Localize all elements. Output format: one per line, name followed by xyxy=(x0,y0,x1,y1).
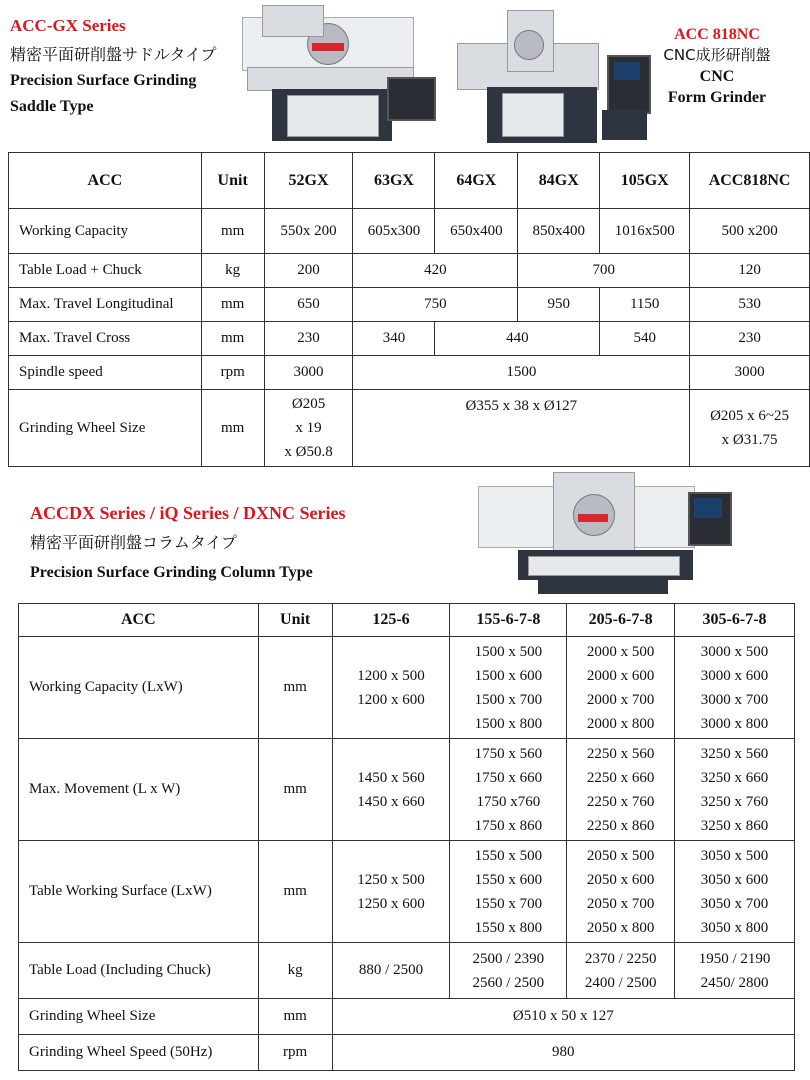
value-line: 1500 x 800 xyxy=(474,715,543,732)
table-row xyxy=(9,390,810,467)
value-line: x 19 xyxy=(295,420,322,436)
value-line: 1750 x 860 xyxy=(474,817,543,834)
value-cell xyxy=(567,943,675,999)
table-row xyxy=(19,841,795,943)
nc-title: ACC 818NC xyxy=(674,26,760,43)
value-line: 3050 x 700 xyxy=(700,895,769,912)
value-line: 2050 x 600 xyxy=(586,871,655,888)
value-cell: 980 xyxy=(332,1035,794,1071)
value-cell: 340 xyxy=(353,322,435,356)
table-header-row xyxy=(19,604,795,637)
row-label: Grinding Wheel Speed (50Hz) xyxy=(19,1035,259,1071)
value-line: 3250 x 660 xyxy=(700,769,769,786)
value-cell: 1150 xyxy=(600,288,690,322)
unit-cell: mm xyxy=(201,288,264,322)
value-line: 3250 x 860 xyxy=(700,817,769,834)
row-label: Max. Travel Cross xyxy=(9,322,202,356)
value-cell xyxy=(332,637,450,739)
value-line: 3000 x 800 xyxy=(700,715,769,732)
value-cell xyxy=(450,943,567,999)
value-cell xyxy=(690,390,810,467)
unit-cell: mm xyxy=(258,637,332,739)
table-row xyxy=(9,288,810,322)
value-line: 1550 x 700 xyxy=(474,895,543,912)
value-line: 2450/ 2800 xyxy=(700,974,769,991)
value-cell: Ø355 x 38 x Ø127 xyxy=(353,390,690,467)
value-line: 3050 x 800 xyxy=(700,919,769,936)
value-line: 2000 x 700 xyxy=(586,691,655,708)
table-row xyxy=(19,637,795,739)
table-header-row xyxy=(9,153,810,209)
value-cell: 605x300 xyxy=(353,209,435,254)
value-line: 1500 x 500 xyxy=(474,643,543,660)
gx-series-en-line1: Precision Surface Grinding xyxy=(10,72,197,89)
value-line: 1750 x 660 xyxy=(474,769,543,786)
row-label: Working Capacity xyxy=(9,209,202,254)
value-cell: 550x 200 xyxy=(264,209,353,254)
row-label: Grinding Wheel Size xyxy=(9,390,202,467)
value-line: 2050 x 800 xyxy=(586,919,655,936)
value-cell xyxy=(567,841,675,943)
value-cell: Ø510 x 50 x 127 xyxy=(332,999,794,1035)
value-line: 1250 x 500 xyxy=(357,871,425,888)
table-row xyxy=(19,739,795,841)
unit-cell: rpm xyxy=(258,1035,332,1071)
value-cell: 700 xyxy=(518,254,690,288)
value-line: 2400 / 2500 xyxy=(584,974,657,991)
gx-spec-table xyxy=(8,152,810,467)
value-cell xyxy=(332,841,450,943)
value-cell xyxy=(567,637,675,739)
value-line: 2250 x 560 xyxy=(586,745,655,762)
value-cell: 420 xyxy=(353,254,518,288)
value-line: 2560 / 2500 xyxy=(472,974,545,991)
value-cell xyxy=(675,943,795,999)
row-label: Max. Movement (L x W) xyxy=(19,739,259,841)
value-cell: 200 xyxy=(264,254,353,288)
value-cell xyxy=(675,739,795,841)
value-line: 3000 x 500 xyxy=(700,643,769,660)
value-cell: 1016x500 xyxy=(600,209,690,254)
value-line: x Ø50.8 xyxy=(284,444,333,460)
value-cell xyxy=(450,841,567,943)
value-cell xyxy=(264,390,353,467)
col-header: ACC xyxy=(19,604,259,637)
row-label: Spindle speed xyxy=(9,356,202,390)
col-header: ACC xyxy=(9,153,202,209)
table-row xyxy=(9,254,810,288)
value-line: 1550 x 500 xyxy=(474,847,543,864)
value-cell: 1500 xyxy=(353,356,690,390)
unit-cell: kg xyxy=(201,254,264,288)
value-line: 1500 x 700 xyxy=(474,691,543,708)
row-label: Table Load (Including Chuck) xyxy=(19,943,259,999)
value-cell: 950 xyxy=(518,288,600,322)
value-line: 1250 x 600 xyxy=(357,895,425,912)
value-line: 2000 x 800 xyxy=(586,715,655,732)
gx-series-jp-title: 精密平面研削盤サドルタイプ xyxy=(10,45,217,64)
value-line: 3000 x 600 xyxy=(700,667,769,684)
value-cell: 230 xyxy=(264,322,353,356)
value-cell: 880 / 2500 xyxy=(332,943,450,999)
table-row xyxy=(9,322,810,356)
value-cell xyxy=(567,739,675,841)
value-line: 1750 x760 xyxy=(476,793,541,810)
value-cell xyxy=(332,739,450,841)
col-header: 305-6-7-8 xyxy=(675,604,795,637)
value-line: 1450 x 560 xyxy=(357,769,425,786)
nc-line3: Form Grinder xyxy=(667,89,767,106)
unit-cell: rpm xyxy=(201,356,264,390)
value-line: 1550 x 800 xyxy=(474,919,543,936)
nc-header xyxy=(642,24,792,108)
value-cell: 3000 xyxy=(690,356,810,390)
table-row xyxy=(19,943,795,999)
value-cell: 850x400 xyxy=(518,209,600,254)
dx-machine-photo xyxy=(468,472,738,602)
value-line: 2250 x 660 xyxy=(586,769,655,786)
value-line: 2500 / 2390 xyxy=(472,950,545,967)
value-cell xyxy=(675,841,795,943)
col-header: 105GX xyxy=(600,153,690,209)
value-line: 2050 x 500 xyxy=(586,847,655,864)
col-header: Unit xyxy=(201,153,264,209)
gx-series-title: ACC-GX Series xyxy=(10,16,126,35)
dx-series-jp-title: 精密平面研削盤コラムタイプ xyxy=(30,533,238,552)
col-header: 155-6-7-8 xyxy=(450,604,567,637)
col-header: 52GX xyxy=(264,153,353,209)
value-line: 1200 x 600 xyxy=(357,691,425,708)
unit-cell: mm xyxy=(201,209,264,254)
value-cell: 3000 xyxy=(264,356,353,390)
value-cell: 120 xyxy=(690,254,810,288)
value-line: x Ø31.75 xyxy=(721,432,778,448)
value-line: 2000 x 500 xyxy=(586,643,655,660)
unit-cell: kg xyxy=(258,943,332,999)
dx-spec-table xyxy=(18,603,795,1071)
value-line: Ø205 x 6~25 xyxy=(710,408,790,424)
value-line: 3250 x 760 xyxy=(700,793,769,810)
row-label: Grinding Wheel Size xyxy=(19,999,259,1035)
nc-machine-photo xyxy=(452,5,654,145)
unit-cell: mm xyxy=(258,999,332,1035)
nc-line2: CNC xyxy=(699,68,735,85)
table-row xyxy=(19,1035,795,1071)
value-cell: 650x400 xyxy=(435,209,518,254)
value-line: 3050 x 600 xyxy=(700,871,769,888)
value-line: 1750 x 560 xyxy=(474,745,543,762)
table-row xyxy=(9,356,810,390)
col-header: 64GX xyxy=(435,153,518,209)
col-header: Unit xyxy=(258,604,332,637)
value-line: 2050 x 700 xyxy=(586,895,655,912)
value-cell: 540 xyxy=(600,322,690,356)
value-line: 2250 x 760 xyxy=(586,793,655,810)
value-line: 3050 x 500 xyxy=(700,847,769,864)
table-row xyxy=(9,209,810,254)
table-row xyxy=(19,999,795,1035)
value-line: 2000 x 600 xyxy=(586,667,655,684)
col-header: 84GX xyxy=(518,153,600,209)
col-header: 125-6 xyxy=(332,604,450,637)
col-header: ACC818NC xyxy=(690,153,810,209)
value-cell: 440 xyxy=(435,322,600,356)
unit-cell: mm xyxy=(201,390,264,467)
value-line: 3000 x 700 xyxy=(700,691,769,708)
value-cell: 230 xyxy=(690,322,810,356)
row-label: Working Capacity (LxW) xyxy=(19,637,259,739)
unit-cell: mm xyxy=(258,739,332,841)
value-line: 1200 x 500 xyxy=(357,667,425,684)
value-line: 1450 x 660 xyxy=(357,793,425,810)
col-header: 63GX xyxy=(353,153,435,209)
value-cell xyxy=(450,739,567,841)
value-line: 3250 x 560 xyxy=(700,745,769,762)
value-line: 2250 x 860 xyxy=(586,817,655,834)
unit-cell: mm xyxy=(201,322,264,356)
gx-series-en-line2: Saddle Type xyxy=(10,98,94,115)
value-cell xyxy=(675,637,795,739)
unit-cell: mm xyxy=(258,841,332,943)
value-cell: 750 xyxy=(353,288,518,322)
value-line: Ø205 xyxy=(291,396,326,412)
col-header: 205-6-7-8 xyxy=(567,604,675,637)
value-line: 2370 / 2250 xyxy=(584,950,657,967)
row-label: Table Working Surface (LxW) xyxy=(19,841,259,943)
dx-series-en-title: Precision Surface Grinding Column Type xyxy=(30,564,313,581)
value-line: 1500 x 600 xyxy=(474,667,543,684)
gx-machine-photo xyxy=(232,5,442,145)
value-line: 1550 x 600 xyxy=(474,871,543,888)
dx-series-title: ACCDX Series / iQ Series / DXNC Series xyxy=(30,503,346,523)
value-line: 1950 / 2190 xyxy=(698,950,771,967)
value-cell: 530 xyxy=(690,288,810,322)
value-cell xyxy=(450,637,567,739)
row-label: Table Load + Chuck xyxy=(9,254,202,288)
value-cell: 650 xyxy=(264,288,353,322)
row-label: Max. Travel Longitudinal xyxy=(9,288,202,322)
nc-jp-title: CNC成形研削盤 xyxy=(663,46,771,64)
value-cell: 500 x200 xyxy=(690,209,810,254)
